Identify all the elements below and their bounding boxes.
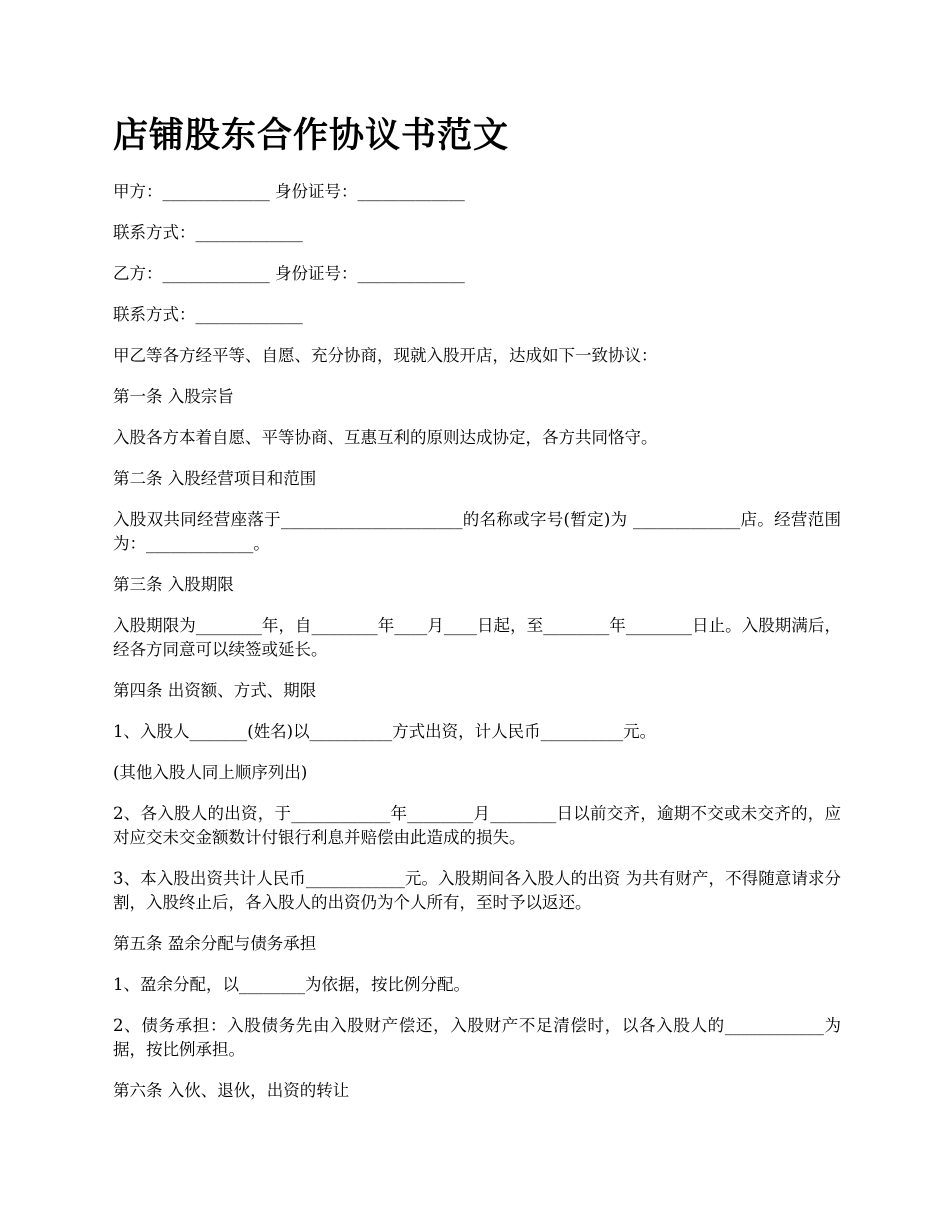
party-a-line: 甲方：_____________ 身份证号：_____________	[113, 182, 465, 201]
article-4-clause-3: 3、本入股出资共计人民币____________元。入股期间各入股人的出资 为共有财产，不得随意请求分割，入股终止后，各入股人的出资仍为个人所有，至时予以返还。	[113, 869, 841, 912]
preamble: 甲乙等各方经平等、自愿、充分协商，现就入股开店，达成如下一致协议：	[113, 346, 658, 365]
article-3-heading: 第三条 入股期限	[113, 575, 234, 594]
article-6-heading: 第六条 入伙、退伙，出资的转让	[113, 1081, 350, 1100]
document-page	[113, 112, 841, 1120]
party-b-contact: 联系方式：_____________	[113, 305, 303, 324]
article-3-body: 入股期限为________年，自________年____月____日起，至________年________日止。入股期满后，经各方同意可以续签或延长。	[113, 616, 842, 659]
article-2-heading: 第二条 入股经营项目和范围	[113, 469, 317, 488]
article-2-body: 入股双共同经营座落于______________________的名称或字号(暂定)为 _____________店。经营范围为：_____________。	[113, 510, 841, 553]
article-4-note: (其他入股人同上顺序列出)	[113, 763, 308, 782]
article-1-body: 入股各方本着自愿、平等协商、互惠互利的原则达成协定，各方共同恪守。	[113, 428, 658, 447]
party-b-line: 乙方：_____________ 身份证号：_____________	[113, 264, 465, 283]
article-4-clause-1: 1、入股人_______(姓名)以__________方式出资，计人民币__________元。	[113, 722, 657, 741]
article-1-heading: 第一条 入股宗旨	[113, 387, 234, 406]
party-a-contact: 联系方式：_____________	[113, 223, 303, 242]
article-5-clause-1: 1、盈余分配，以________为依据，按比例分配。	[113, 975, 470, 994]
article-5-heading: 第五条 盈余分配与债务承担	[113, 934, 317, 953]
article-5-clause-2: 2、债务承担：入股债务先由入股财产偿还，入股财产不足清偿时，以各入股人的____________为据，按比例承担。	[113, 1016, 841, 1059]
article-4-clause-2: 2、各入股人的出资，于____________年________月________日以前交齐，逾期不交或未交齐的，应对应交未交金额数计付银行利息并赔偿由此造成的损失。	[113, 804, 841, 847]
article-4-heading: 第四条 出资额、方式、期限	[113, 681, 317, 700]
document-title: 店铺股东合作协议书范文	[113, 116, 510, 156]
